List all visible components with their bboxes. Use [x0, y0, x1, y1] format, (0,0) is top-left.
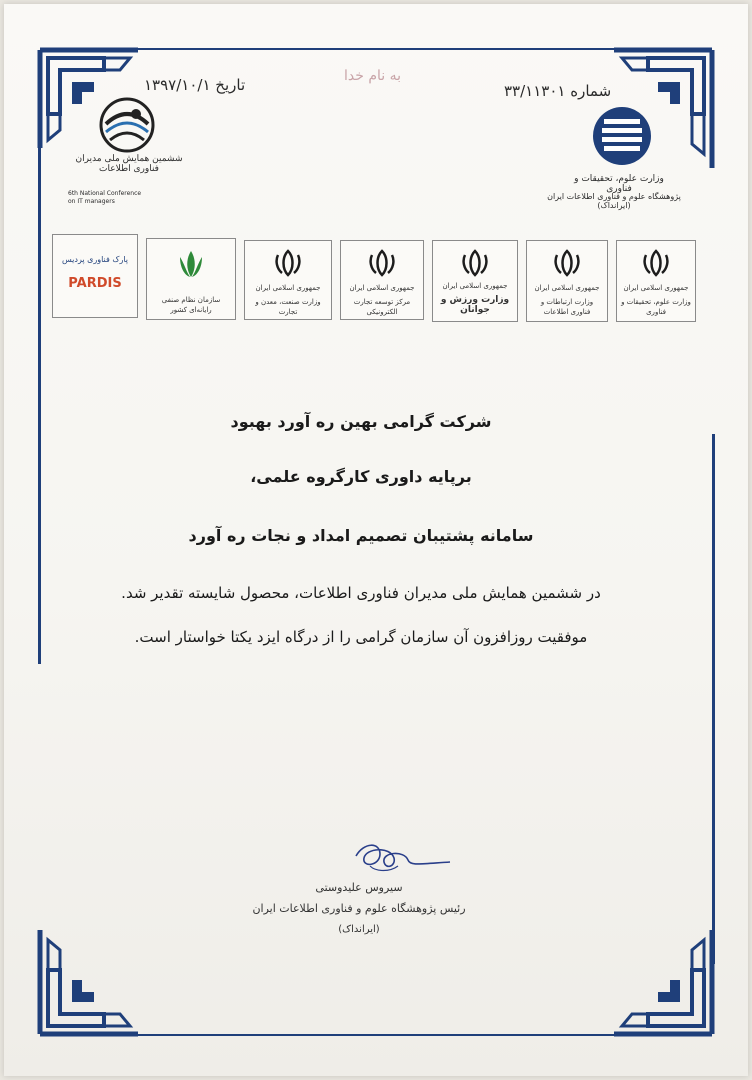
sponsor-caption-line2: وزارت علوم، تحقیقات و فناوری — [621, 298, 691, 316]
conference-logo-icon — [96, 94, 158, 156]
sponsor-logo-ict-ministry — [526, 240, 608, 322]
sponsor-logo-pardis-park — [52, 234, 138, 318]
award-paragraph: در ششمین همایش ملی مدیران فناوری اطلاعات، محصول شایسته تقدیر شد. — [121, 584, 601, 602]
sponsor-caption-line2: وزارت ارتباطات و فناوری اطلاعات — [540, 298, 594, 316]
iran-emblem-icon — [460, 249, 490, 277]
certificate-paper — [4, 4, 748, 1076]
tulip-logo-icon — [176, 247, 206, 281]
pardis-caption-fa: پارک فناوری پردیس — [61, 255, 129, 264]
frame-right-line — [712, 434, 715, 964]
signatory-name: سیروس علیدوستی — [315, 881, 403, 894]
sponsor-caption-line2: وزارت ورزش و جوانان — [440, 295, 510, 315]
sponsor-logo-sports-ministry — [432, 240, 518, 322]
irandoc-caption-institute: پژوهشگاه علوم و فناوری اطلاعات ایران (ایرانداک) — [547, 192, 681, 210]
frame-bottom-line — [104, 1034, 664, 1036]
signatory-org: (ایرانداک) — [338, 924, 380, 935]
sponsor-caption-line2: سازمان نظام صنفی رایانه‌ای کشور — [161, 296, 221, 314]
iran-emblem-icon — [641, 249, 671, 277]
frame-left-line — [38, 124, 41, 664]
sponsor-logo-ecommerce-center — [340, 240, 424, 320]
corner-ornament-bottom-left — [34, 924, 144, 1040]
sponsor-logo-computer-guild — [146, 238, 236, 320]
letter-date: تاریخ ۱۳۹۷/۱۰/۱ — [144, 76, 246, 94]
letter-number: شماره ۳۳/۱۱۳۰۱ — [504, 82, 612, 100]
sponsor-caption-line1: جمهوری اسلامی ایران — [534, 284, 600, 292]
sponsor-logo-science-ministry — [616, 240, 696, 322]
sponsor-logo-industry-ministry — [244, 240, 332, 320]
bismillah-text: به نام خدا — [344, 68, 402, 84]
sponsor-caption-line1: جمهوری اسلامی ایران — [623, 284, 689, 292]
iran-emblem-icon — [273, 249, 303, 277]
sponsor-caption-line2: مرکز توسعه تجارت الکترونیکی — [353, 298, 411, 316]
product-name: سامانه پشتیبان تصمیم امداد و نجات ره آورد — [188, 526, 534, 545]
irandoc-caption-ministry: وزارت علوم، تحقیقات و فناوری — [574, 174, 664, 194]
wish-paragraph: موفقیت روزافزون آن سازمان گرامی را از درگاه ایزد یکتا خواستار است. — [134, 628, 588, 646]
jury-statement: برپایه داوری کارگروه علمی، — [250, 467, 472, 486]
pardis-wordmark: PARDIS — [68, 276, 122, 291]
recipient-title: شرکت گرامی بهین ره آورد بهبود — [230, 412, 492, 431]
signature-image — [350, 838, 454, 878]
iran-emblem-icon — [552, 249, 582, 277]
sponsor-caption-line1: جمهوری اسلامی ایران — [349, 284, 415, 292]
sponsor-caption-line1: جمهوری اسلامی ایران — [442, 282, 508, 290]
conference-logo-caption: ششمین همایش ملی مدیران فناوری اطلاعات — [75, 154, 183, 174]
irandoc-logo-icon — [590, 104, 654, 168]
conference-logo-caption-en: 6th National Conference on IT managers — [68, 190, 142, 205]
corner-ornament-bottom-right — [608, 924, 718, 1040]
frame-top-line — [104, 48, 664, 50]
iran-emblem-icon — [367, 249, 397, 277]
sponsor-caption-line1: جمهوری اسلامی ایران — [255, 284, 321, 292]
signatory-role: رئیس پژوهشگاه علوم و فناوری اطلاعات ایران — [252, 902, 466, 915]
sponsor-caption-line2: وزارت صنعت، معدن و تجارت — [255, 298, 321, 316]
